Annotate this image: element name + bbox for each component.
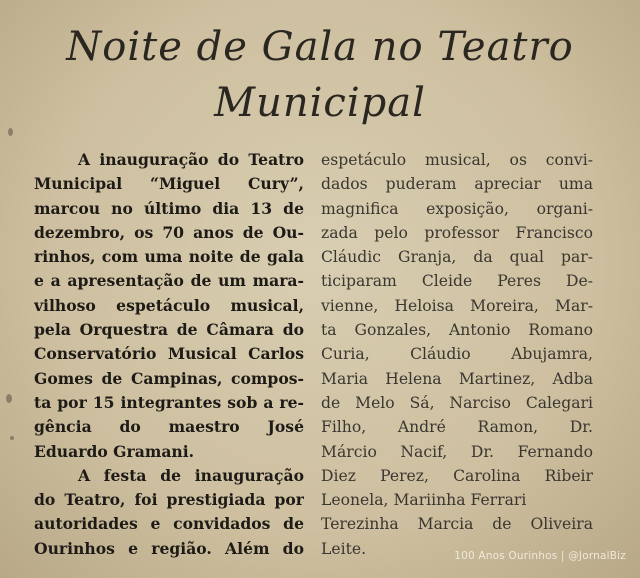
text-line: e a apresentação de um mara- bbox=[34, 271, 304, 291]
text-line: Conservatório Musical Carlos bbox=[34, 344, 304, 364]
text-line: Cláudic Granja, da qual par- bbox=[321, 248, 593, 267]
text-line: Terezinha Marcia de Oliveira bbox=[321, 515, 593, 534]
text-line: Municipal “Miguel Cury”, bbox=[34, 174, 304, 194]
text-line: Ourinhos e região. Além do bbox=[34, 538, 304, 558]
text-line: ticiparam Cleide Peres De- bbox=[321, 272, 593, 291]
paper-speck bbox=[8, 128, 13, 136]
text-line: marcou no último dia 13 de bbox=[34, 198, 304, 218]
text-line: espetáculo musical, os convi- bbox=[321, 151, 593, 169]
text-line: autoridades e convidados de bbox=[34, 514, 304, 534]
paper-speck bbox=[10, 436, 14, 440]
headline-line-2: Municipal bbox=[214, 80, 426, 126]
text-line: Gomes de Campinas, compos- bbox=[34, 368, 304, 388]
text-line: A festa de inauguração bbox=[78, 465, 304, 485]
text-line: Leite. bbox=[321, 539, 367, 558]
text-line: rinhos, com uma noite de gala bbox=[34, 247, 304, 267]
text-line: zada pelo professor Francisco bbox=[321, 223, 593, 242]
article-column-left bbox=[34, 148, 304, 561]
text-line: Maria Helena Martinez, Adba bbox=[321, 369, 593, 388]
text-line: Curia, Cláudio Abujamra, bbox=[321, 345, 593, 364]
article-column-right bbox=[321, 148, 593, 561]
text-line: Diez Perez, Carolina Ribeir bbox=[321, 466, 593, 485]
watermark-caption: 100 Anos Ourinhos | @JornalBiz bbox=[454, 550, 626, 562]
text-line: dados puderam apreciar uma bbox=[321, 175, 593, 194]
text-line: do Teatro, foi prestigiada por bbox=[34, 490, 304, 510]
text-line: de Melo Sá, Narciso Calegari bbox=[321, 393, 593, 412]
text-line: ta por 15 integrantes sob a re- bbox=[34, 392, 304, 412]
text-line: pela Orquestra de Câmara do bbox=[34, 320, 304, 340]
text-line: Márcio Nacif, Dr. Fernando bbox=[321, 442, 593, 461]
text-line: dezembro, os 70 anos de Ou- bbox=[34, 222, 304, 242]
text-line: gência do maestro José bbox=[34, 417, 304, 437]
text-line: A inauguração do Teatro bbox=[78, 150, 304, 169]
text-line: Leonela, Mariinha Ferrari bbox=[321, 491, 527, 510]
text-line: vilhoso espetáculo musical, bbox=[34, 295, 304, 315]
text-line: vienne, Heloisa Moreira, Mar- bbox=[321, 296, 593, 315]
text-line: Filho, André Ramon, Dr. bbox=[321, 418, 593, 437]
text-line: magnifica exposição, organi- bbox=[321, 199, 593, 218]
paper-speck bbox=[6, 394, 12, 403]
text-line: Eduardo Gramani. bbox=[34, 441, 195, 461]
text-line: ta Gonzales, Antonio Romano bbox=[321, 321, 593, 340]
headline-line-1: Noite de Gala no Teatro bbox=[66, 24, 574, 70]
